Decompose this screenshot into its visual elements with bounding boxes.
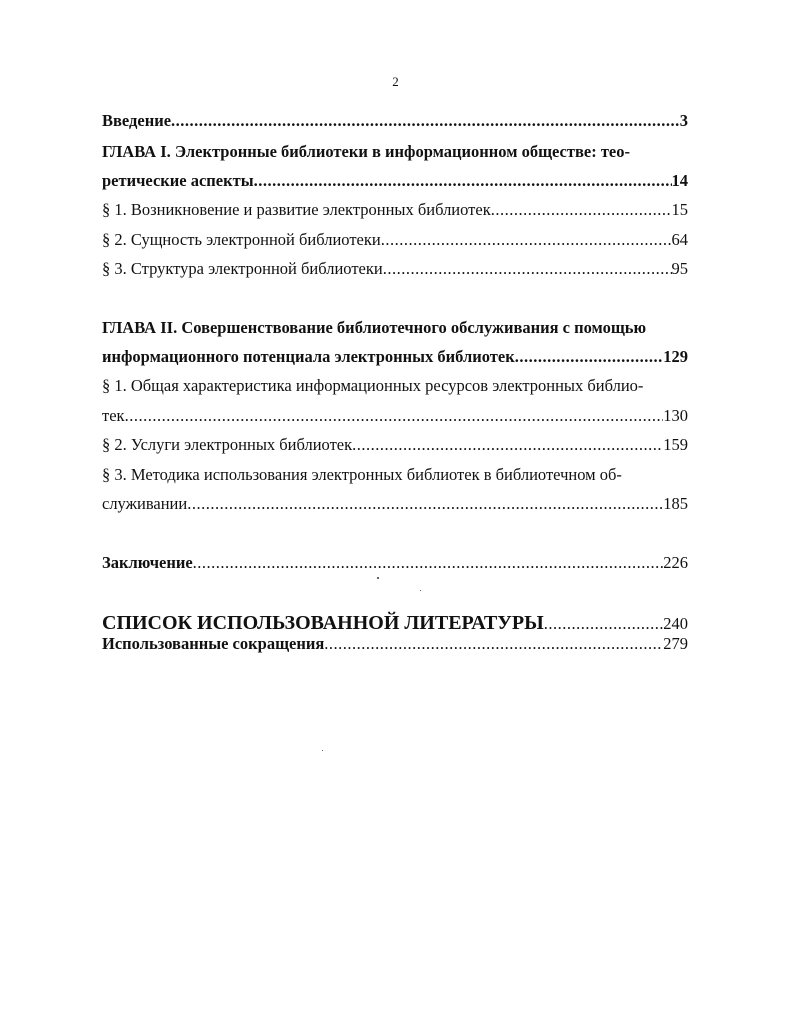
toc-entry-page: 159 [663,435,688,454]
toc-entry-page: 185 [663,494,688,513]
toc-entry-page: 130 [663,406,688,425]
toc-entry-section-2-2 [102,434,688,456]
toc-entry-section-2-3-cont [102,493,688,515]
toc-entry-title: Заключение [102,553,193,572]
scan-speck [420,590,421,591]
toc-entry-section-2-1 [102,375,688,397]
toc-entry-title: Введение [102,111,172,130]
toc-entry-page: 129 [663,347,688,366]
toc-leader-dots [544,612,663,635]
toc-entry-section-2-1-cont [102,405,688,427]
toc-entry-page: 15 [671,200,688,219]
toc-entry-title: § 2. Услуги электронных библиотек [102,435,353,454]
toc-entry-title: СПИСОК ИСПОЛЬЗОВАННОЙ ЛИТЕРАТУРЫ [102,612,544,634]
toc-leader-dots [193,552,664,574]
toc-entry-title: § 1. Возникновение и развитие электронных библиотек [102,200,491,219]
toc-entry-page: 95 [671,259,688,278]
toc-entry-chapter-2 [102,317,688,339]
toc-entry-title: Использованные сокращения [102,634,325,653]
toc-entry-title: тек [102,406,125,425]
toc-entry-title: § 1. Общая характеристика информационных ресурсов электронных библио- [102,376,644,395]
toc-leader-dots [381,229,672,251]
toc-entry-chapter-2-cont [102,346,688,368]
toc-entry-bibliography [102,611,688,635]
toc-entry-chapter-1 [102,141,688,163]
toc-entry-page: 226 [663,553,688,572]
toc-entry-abbreviations [102,633,688,655]
toc-leader-dots [491,199,672,221]
toc-entry-section-1-1 [102,199,688,221]
toc-entry-title: § 3. Методика использования электронных библиотек в библиотечном об- [102,465,622,484]
toc-entry-conclusion [102,552,688,574]
toc-entry-section-2-3 [102,464,688,486]
toc-leader-dots [187,493,663,515]
toc-leader-dots [171,110,680,132]
scan-speck [377,577,379,579]
toc-entry-title: § 3. Структура электронной библиотеки [102,259,383,278]
toc-entry-page: 3 [679,111,688,130]
toc-leader-dots [324,633,663,655]
toc-entry-page: 14 [671,171,688,190]
toc-leader-dots [383,258,672,280]
toc-entry-page: 64 [671,230,688,249]
toc-entry-title: § 2. Сущность электронной библиотеки [102,230,381,249]
toc-entry-section-1-3 [102,258,688,280]
toc-leader-dots [515,346,664,368]
toc-entry-title: информационного потенциала электронных библиотек [102,347,515,366]
page-number: 2 [392,74,399,89]
scan-speck [322,750,323,751]
toc-entry-title: служивании [102,494,188,513]
toc-leader-dots [125,405,664,427]
toc-leader-dots [254,170,672,192]
toc-entry-section-1-2 [102,229,688,251]
toc-entry-page: 240 [663,614,688,633]
toc-entry-chapter-1-cont [102,170,688,192]
toc-entry-title: ГЛАВА II. Совершенствование библиотечного обслуживания с помощью [102,318,647,337]
toc-entry-title: ГЛАВА I. Электронные библиотеки в информационном обществе: тео- [102,142,630,161]
toc-entry-page: 279 [663,634,688,653]
toc-entry-introduction [102,110,688,132]
toc-leader-dots [352,434,663,456]
toc-entry-title: ретические аспекты [102,171,254,190]
